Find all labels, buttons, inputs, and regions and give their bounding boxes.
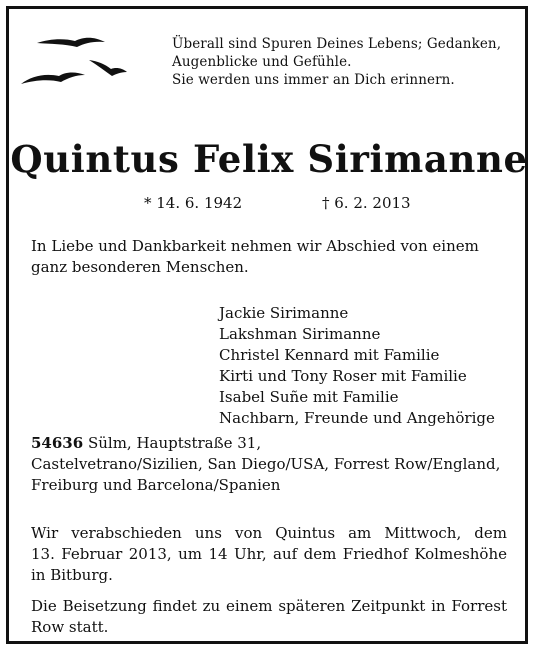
mourner-name: Kirti und Tony Roser mit Familie — [219, 367, 467, 385]
flying-birds-icon — [19, 30, 129, 88]
burial-line: Row statt. — [31, 618, 109, 636]
mourner-name: Lakshman Sirimanne — [219, 325, 381, 343]
intro-line: In Liebe und Dankbarkeit nehmen wir Abschied von einem — [31, 237, 479, 255]
motto-line: Augenblicke und Gefühle. — [172, 54, 352, 70]
address-line: Freiburg und Barcelona/Spanien — [31, 476, 281, 494]
mourner-name: Nachbarn, Freunde und Angehörige — [219, 409, 495, 427]
burial-line: Die Beisetzung findet zu einem späteren Zeitpunkt in Forrest — [31, 597, 507, 615]
address-block — [31, 433, 511, 496]
mourner-name: Isabel Suñe mit Familie — [219, 388, 399, 406]
farewell-notice — [31, 523, 507, 586]
address-line: Castelvetrano/Sizilien, San Diego/USA, Forrest Row/England, — [31, 455, 501, 473]
farewell-line: Wir verabschieden uns von Quintus am Mittwoch, dem — [31, 524, 507, 542]
intro-line: ganz besonderen Menschen. — [31, 258, 249, 276]
bird-left-icon — [21, 72, 85, 84]
burial-notice — [31, 596, 507, 638]
address-line — [31, 433, 511, 454]
farewell-line: in Bitburg. — [31, 566, 113, 584]
motto — [172, 35, 512, 89]
mourners-list — [219, 303, 495, 429]
bird-right-icon — [89, 60, 127, 76]
bird-top-icon — [37, 38, 105, 47]
death-date: † 6. 2. 2013 — [322, 194, 411, 212]
postal-code: 54636 — [31, 434, 84, 452]
farewell-line: 13. Februar 2013, um 14 Uhr, auf dem Friedhof Kolmeshöhe — [31, 545, 507, 563]
motto-line: Überall sind Spuren Deines Lebens; Gedanken, — [172, 36, 502, 52]
deceased-name: Quintus Felix Sirimanne — [10, 137, 528, 181]
mourner-name: Jackie Sirimanne — [219, 304, 349, 322]
intro-text — [31, 236, 511, 278]
birth-date: * 14. 6. 1942 — [144, 194, 243, 212]
street-address: Sülm, Hauptstraße 31, — [83, 434, 262, 452]
mourner-name: Christel Kennard mit Familie — [219, 346, 440, 364]
motto-line: Sie werden uns immer an Dich erinnern. — [172, 72, 455, 88]
